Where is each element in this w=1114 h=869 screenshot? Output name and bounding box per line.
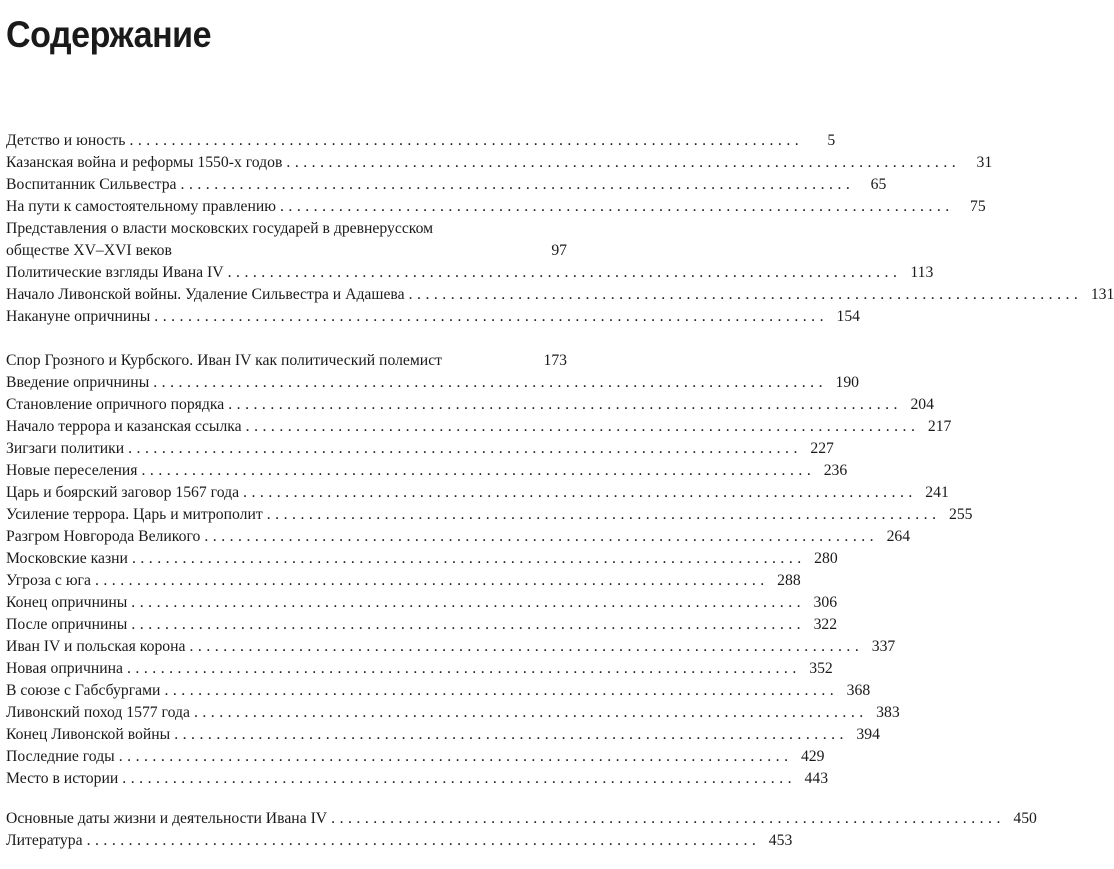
toc-page-number: 173 [543,352,567,369]
toc-page-number: 190 [835,374,859,391]
toc-page-number: 280 [814,550,838,567]
dot-leader: ................................................................................ [94,572,769,589]
toc-entry[interactable] [6,680,871,702]
toc-entry-title: Царь и боярский заговор 1567 года [6,484,240,501]
page-title: Содержание [6,14,212,55]
toc-entry[interactable] [6,658,833,680]
toc-entry[interactable] [6,526,911,548]
toc-entry[interactable] [6,504,973,526]
toc-entry-title: Новая опричнина [6,660,123,677]
toc-page-number: 75 [970,198,986,215]
dot-leader: ................................................................................ [193,704,868,721]
toc-entry[interactable] [6,482,949,504]
dot-leader: ................................................................................ [174,726,848,743]
toc-entry[interactable] [6,196,986,218]
toc-page-number: 322 [813,616,838,633]
toc-entry[interactable] [6,174,887,196]
dot-leader: ................................................................................ [141,462,816,479]
toc-page-number: 217 [927,418,952,435]
toc-entry[interactable] [6,438,834,460]
dot-leader: ................................................................................ [127,660,801,677]
toc-page-number: 352 [809,660,833,677]
dot-leader: ................................................................................ [245,418,920,435]
toc-entry[interactable] [6,808,1037,830]
toc-page-number: 443 [804,770,829,787]
toc-entry[interactable] [6,218,567,262]
toc-page-number: 337 [871,638,896,655]
toc-page-number: 154 [836,308,861,325]
toc-entry-title: Казанская война и реформы 1550-х годов [6,154,283,171]
toc-entry-title: Накануне опричнины [6,308,151,325]
toc-page-number: 204 [910,396,934,413]
dot-leader: ................................................................................ [131,550,806,567]
dot-leader: ................................................................................ [243,484,917,501]
toc-entry[interactable] [6,636,896,658]
toc-page-number: 383 [876,704,900,721]
toc-page-number: 65 [870,176,887,193]
toc-entry-title: Основные даты жизни и деятельности Ивана IV [6,810,328,827]
dot-leader: ................................................................................ [227,264,902,281]
toc-page-number: 368 [846,682,871,699]
dot-leader: ................................................................................ [122,770,797,787]
toc-entry[interactable] [6,592,838,614]
toc-page-number: 255 [948,506,973,523]
toc-entry-title: На пути к самостоятельному правлению [6,198,276,215]
toc-entry[interactable] [6,724,880,746]
dot-leader: ................................................................................ [118,748,793,765]
dot-leader: ................................................................................ [86,832,761,849]
toc-entry[interactable] [6,152,993,174]
toc-entry[interactable] [6,394,934,416]
toc-page-number: 5 [827,132,836,149]
toc-entry[interactable] [6,614,838,636]
dot-leader: ................................................................................ [408,286,1083,303]
toc-entry-title: Спор Грозного и Курбского. Иван IV как политический полемист [6,352,443,369]
toc-entry-title: В союзе с Габсбургами [6,682,161,699]
toc-entry-title: Начало террора и казанская ссылка [6,418,242,435]
dot-leader: ................................................................................ [204,528,879,545]
toc-entry-title: Новые переселения [6,462,138,479]
toc-page-number: 429 [800,748,825,765]
toc-list [6,130,1114,790]
dot-leader: ................................................................................ [189,638,864,655]
dot-leader: ................................................................................ [279,198,954,215]
dot-leader: ................................................................................ [129,132,804,149]
toc-entry[interactable] [6,768,829,790]
dot-leader: ................................................................................ [131,616,806,633]
dot-leader: ................................................................................ [131,594,806,611]
toc-entry[interactable] [6,416,952,438]
dot-leader: ................................................................................ [164,682,839,699]
toc-entry-title: Ливонский поход 1577 года [6,704,190,721]
toc-page-number: 306 [813,594,838,611]
toc-entry-title: Конец опричнины [6,594,128,611]
toc-page-number: 113 [910,264,934,281]
toc-entry[interactable] [6,372,859,394]
dot-leader: ................................................................................ [286,154,961,171]
toc-entry[interactable] [6,262,934,284]
toc-entry[interactable] [6,702,900,724]
toc-entry-title: Московские казни [6,550,128,567]
toc-entry-title: Усиление террора. Царь и митрополит [6,506,263,523]
dot-leader: ................................................................................ [154,308,829,325]
toc-entry-title: Конец Ливонской войны [6,726,171,743]
toc-entry-title: Введение опричнины [6,374,150,391]
toc-entry-title: Детство и юность [6,132,126,149]
toc-entry[interactable] [6,306,861,328]
dot-leader: ................................................................................ [180,176,855,193]
dot-leader: ................................................................................ [128,440,802,457]
toc-appendix-list [6,808,1037,852]
toc-page-number: 394 [856,726,880,743]
toc-page-number: 97 [551,242,567,259]
toc-entry-title: Литература [6,832,83,849]
toc-page-number: 236 [823,462,848,479]
toc-entry-title: Представления о власти московских государей в древнерусском обществе XV–XVI веков [6,220,434,259]
toc-entry[interactable] [6,328,567,372]
toc-page-number: 241 [925,484,949,501]
toc-page-number: 131 [1090,286,1114,303]
toc-entry-title: Воспитанник Сильвестра [6,176,177,193]
toc-entry[interactable] [6,746,825,768]
toc-page-number: 288 [777,572,801,589]
dot-leader: ................................................................................ [266,506,941,523]
toc-entry-title: Иван IV и польская корона [6,638,186,655]
dot-leader: ................................................................................ [228,396,902,413]
toc-page-number: 453 [768,832,793,849]
toc-page-number: 227 [810,440,834,457]
toc-entry-title: Последние годы [6,748,115,765]
toc-entry-title: Разгром Новгорода Великого [6,528,201,545]
toc-entry-title: Становление опричного порядка [6,396,225,413]
toc-entry[interactable] [6,830,793,852]
toc-entry-title: Начало Ливонской войны. Удаление Сильвестра и Адашева [6,286,405,303]
table-of-contents [6,130,1114,852]
toc-entry[interactable] [6,460,848,482]
toc-page-number: 264 [886,528,911,545]
toc-entry-title: Место в истории [6,770,119,787]
toc-entry[interactable] [6,284,1114,306]
toc-page-number: 450 [1013,810,1037,827]
toc-entry-title: Зигзаги политики [6,440,125,457]
toc-entry[interactable] [6,130,836,152]
toc-entry-title: Политические взгляды Ивана IV [6,264,224,281]
dot-leader: ................................................................................ [153,374,827,391]
dot-leader: ................................................................................ [331,810,1005,827]
toc-entry[interactable] [6,548,838,570]
toc-entry-title: После опричнины [6,616,128,633]
toc-page-number: 31 [976,154,993,171]
toc-entry[interactable] [6,570,801,592]
toc-entry-title: Угроза с юга [6,572,91,589]
